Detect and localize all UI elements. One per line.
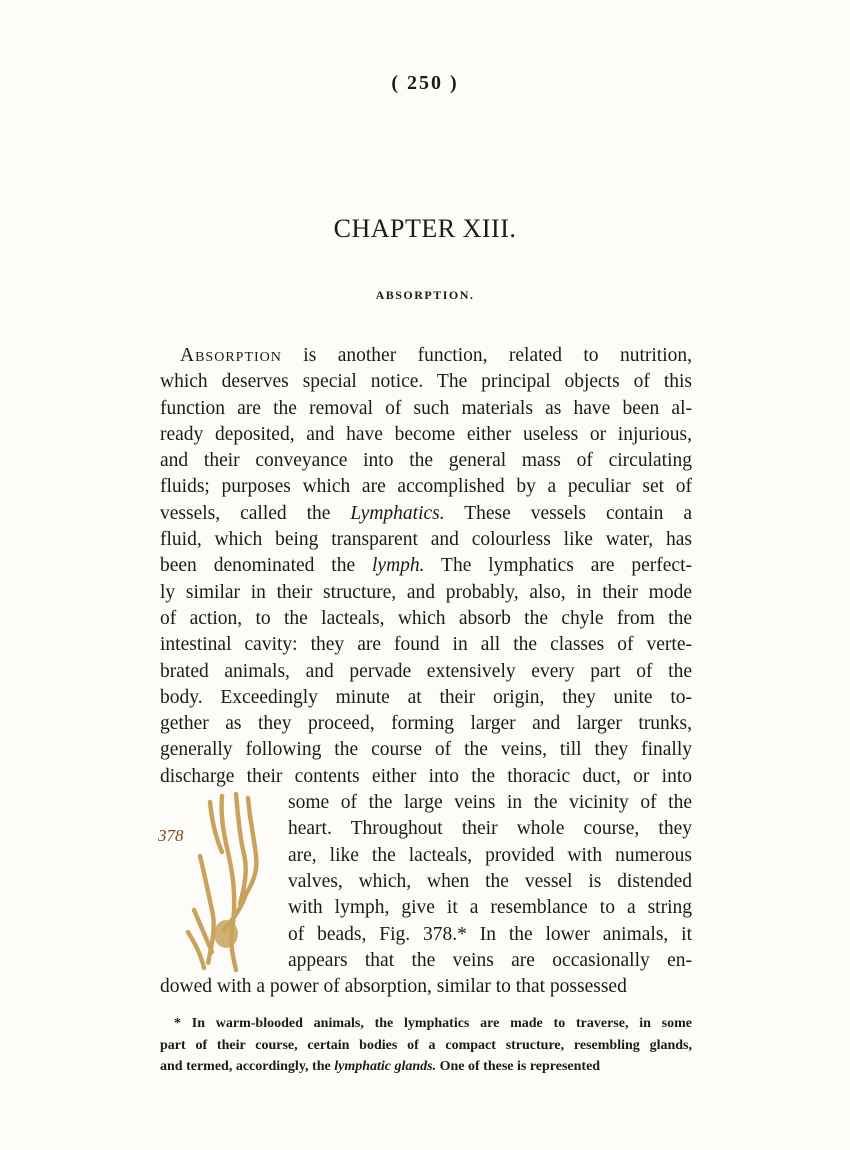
lymph-gland: [214, 920, 238, 948]
text-line: [160, 553, 692, 579]
footnote-line: * In warm-blooded animals, the lymphatics are made to traverse, in some: [174, 1016, 692, 1031]
text-line: gether as they proceed, forming larger and larger trunks,: [160, 713, 692, 735]
text-line: are, like the lacteals, provided with numerous: [288, 844, 692, 866]
text-line: intestinal cavity: they are found in all the classes of verte-: [160, 634, 692, 656]
italic-term: lymphatic glands.: [334, 1059, 437, 1074]
text-line: ly similar in their structure, and probably, also, in their mode: [160, 581, 692, 603]
section-title: ABSORPTION.: [375, 288, 475, 302]
text-fragment: is another function, related to nutrition,: [281, 345, 692, 366]
text-line: some of the large veins in the vicinity of the: [288, 792, 692, 814]
footnote: [160, 1013, 692, 1078]
text-line: function are the removal of such materials as have been al-: [160, 397, 692, 419]
text-line: heart. Throughout their whole course, they: [288, 818, 692, 840]
text-line: fluid, which being transparent and colourless like water, has: [160, 529, 692, 551]
text-line: fluids; purposes which are accomplished by a peculiar set of: [160, 476, 692, 498]
text-line: valves, which, when the vessel is distended: [288, 870, 692, 892]
italic-term: lymph.: [372, 555, 425, 577]
text-line: [160, 343, 692, 369]
text-line: of beads, Fig. 378.* In the lower animals, it: [288, 923, 692, 945]
text-line: of action, to the lacteals, which absorb the chyle from the: [160, 607, 692, 629]
chapter-title: CHAPTER XIII.: [333, 214, 517, 243]
text-fragment: and termed, accordingly, the: [160, 1059, 335, 1074]
text-line: dowed with a power of absorption, similar to that possessed: [160, 976, 627, 998]
lead-word: Absorption: [180, 345, 282, 366]
text-line: ready deposited, and have become either useless or injurious,: [160, 423, 692, 445]
text-fragment: The lymphatics are perfect-: [424, 555, 693, 577]
text-fragment: One of these is represented: [436, 1059, 601, 1074]
text-line: which deserves special notice. The principal objects of this: [160, 371, 692, 393]
text-line: generally following the course of the veins, till they finally: [160, 739, 692, 761]
text-fragment: These vessels contain a: [444, 502, 692, 524]
vessel-strand: [236, 794, 246, 904]
text-line: and their conveyance into the general mass of circulating: [160, 450, 692, 472]
footnote-line: [160, 1056, 692, 1078]
vessel-strand: [246, 798, 256, 894]
vessel-strand: [188, 932, 204, 968]
text-line: body. Exceedingly minute at their origin, they unite to-: [160, 686, 692, 708]
figure-label: 378: [158, 826, 184, 845]
text-line: discharge their contents either into the thoracic duct, or into: [160, 765, 692, 787]
lymphatic-vessel-illustration: [160, 792, 270, 974]
text-line: appears that the veins are occasionally en-: [288, 949, 692, 971]
text-fragment: been denominated the: [160, 555, 372, 577]
italic-term: Lymphatics.: [350, 502, 445, 524]
text-line: brated animals, and pervade extensively every part of the: [160, 660, 692, 682]
text-fragment: vessels, called the: [160, 502, 351, 524]
lymphatic-vessels: [188, 794, 256, 970]
page-number: ( 250 ): [391, 72, 459, 94]
text-line: with lymph, give it a resemblance to a string: [288, 897, 692, 919]
text-line: [160, 501, 692, 527]
footnote-line: part of their course, certain bodies of a compact structure, resembling glands,: [160, 1037, 692, 1053]
